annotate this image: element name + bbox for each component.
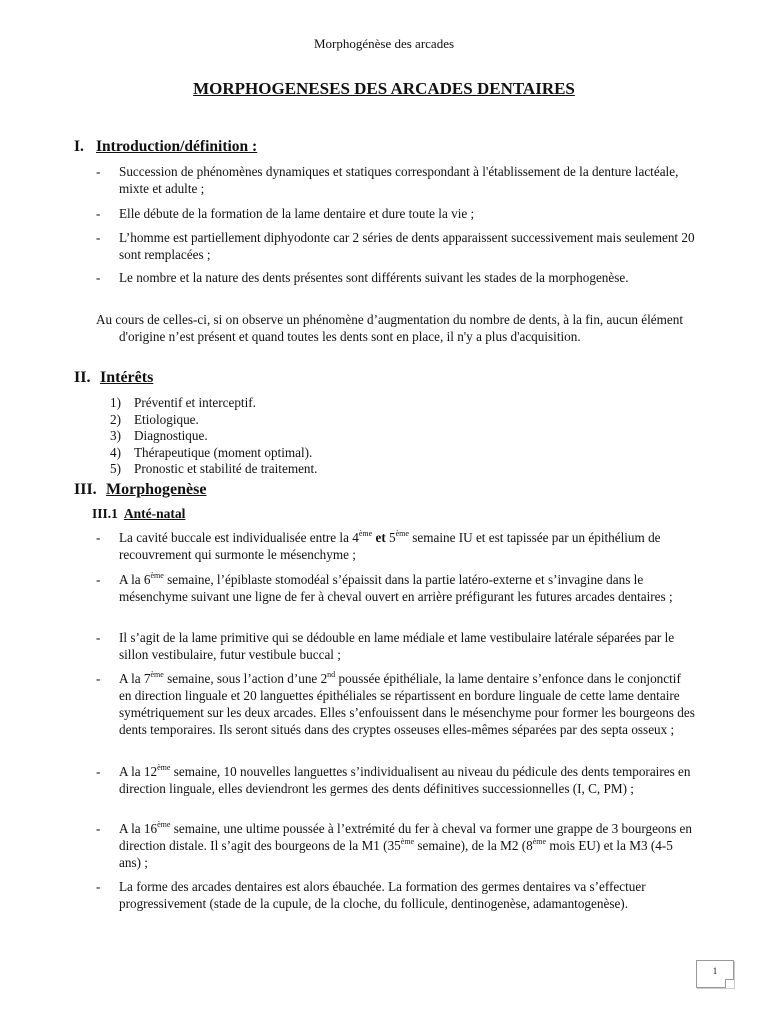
list-item: 1) Préventif et interceptif.	[110, 395, 256, 410]
section-1-title: Introduction/définition :	[96, 138, 258, 155]
section-2-heading	[74, 369, 153, 387]
list-item: - La cavité buccale est individualisée entre la 4ème et 5ème semaine IU et est tapissée par un épithélium de recouvrement qui surmonte le mésenchyme ;	[96, 528, 661, 562]
list-item: - A la 6ème semaine, l’épiblaste stomodéal s’épaissit dans la partie latéro-externe et s’invagine dans le mésenchyme suivant une ligne de fer à cheval ouvert en arrière préfigurant les futures arcades dentaires ;	[96, 570, 673, 604]
section-2-title: Intérêts	[100, 369, 154, 386]
list-item: 4) Thérapeutique (moment optimal).	[110, 444, 313, 460]
list-item: - A la 12ème semaine, 10 nouvelles languettes s’individualisent au niveau du pédicule des dents temporaires en direction linguale, elles deviendront les germes des dents définitives successionnelles (I, C, PM) ;	[96, 762, 691, 796]
section-3-heading	[74, 481, 206, 499]
intro-paragraph: Au cours de celles-ci, si on observe un phénomène d’augmentation du nombre de dents, à la fin, aucun élément d'origine n’est présent et quand toutes les dents sont en place, il n'y a plus d'acquisition.	[96, 312, 684, 344]
list-item: - A la 7ème semaine, sous l’action d’une 2nd poussée épithéliale, la lame dentaire s’enfonce dans le conjonctif en direction linguale et 20 languettes épithéliales se répartissent en bordure linguale de cette lame dentaire symétriquement sur les deux arcades. Elles s’enfouissent dans le mésenchyme pour former les bourgeons des dents temporaires. Ils seront situés dans des cryptes osseuses elles-mêmes séparées par des septa osseux ;	[96, 669, 695, 737]
list-item: 2) Etiologique.	[110, 411, 199, 427]
section-3-title: Morphogenèse	[106, 481, 207, 498]
section-3-number: III.	[74, 481, 97, 498]
section-1-heading	[74, 138, 257, 156]
section-2-number: II.	[74, 369, 91, 386]
interets-list	[110, 395, 317, 478]
running-header: Morphogénèse des arcades	[313, 36, 455, 51]
section-1-number: I.	[74, 138, 84, 155]
list-item: - Succession de phénomènes dynamiques et statiques correspondant à l'établissement de la denture lactéale, mixte et adulte ;	[96, 164, 679, 196]
list-item: - A la 16ème semaine, une ultime poussée à l’extrémité du fer à cheval va former une grappe de 3 bourgeons en direction distale. Il s’agit des bourgeons de la M1 (35ème semaine), de la M2 (8ème mois EU) et la M3 (4-5 ans) ;	[96, 819, 692, 870]
list-item: 5) Pronostic et stabilité de traitement.	[110, 461, 318, 477]
subsection-heading	[92, 506, 185, 522]
subsection-title: Anté-natal	[123, 506, 186, 521]
list-item: - Elle débute de la formation de la lame dentaire et dure toute la vie ;	[96, 206, 475, 221]
page-title: MORPHOGENESES DES ARCADES DENTAIRES	[193, 79, 575, 98]
page-number: 1	[696, 960, 734, 988]
list-item: 3) Diagnostique.	[110, 428, 208, 444]
subsection-number: III.1	[92, 506, 118, 521]
list-item: - La forme des arcades dentaires est alors ébauchée. La formation des germes dentaires va s’effectuer progressivement (stade de la cupule, de la cloche, du follicule, dentinogenèse, adamantogenèse).	[96, 879, 646, 911]
list-item: - Il s’agit de la lame primitive qui se dédouble en lame médiale et lame vestibulaire latérale séparées par le sillon vestibulaire, futur vestibule buccal ;	[96, 630, 675, 662]
list-item: - Le nombre et la nature des dents présentes sont différents suivant les stades de la morphogenèse.	[96, 270, 629, 285]
list-item: - L’homme est partiellement diphyodonte car 2 séries de dents apparaissent successivement mais seulement 20 sont remplacées ;	[96, 230, 695, 262]
